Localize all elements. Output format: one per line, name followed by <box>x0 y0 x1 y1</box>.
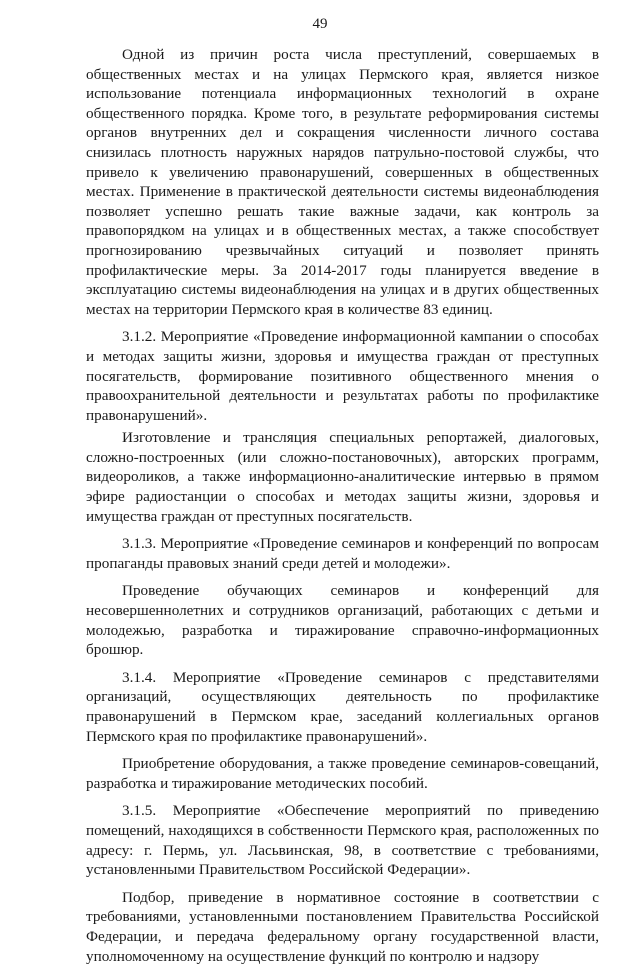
document-body <box>86 45 599 974</box>
paragraph-measure-3-1-4: 3.1.4. Мероприятие «Проведение семинаров с представителями организаций, осуществляющих деятельность по профилактике правонарушений в Пермском крае, заседаний коллегиальных органов Пермского края по профилактике правонарушений». <box>86 668 599 745</box>
paragraph-measure-3-1-2: 3.1.2. Мероприятие «Проведение информационной кампании о способах и методах защиты жизни, здоровья и имущества граждан от преступных посягательств, формирование позитивного общественного мнения о правоохранительной деятельности и результатах работы по профилактике правонарушений». <box>86 328 599 424</box>
paragraph-selection-transfer: Подбор, приведение в нормативное состояние в соответствии с требованиями, установленными постановлением Правительства Российской Федерации, и передача федеральному органу государственной власти, уполномоченному на осуществление функций по контролю и надзору <box>86 888 599 965</box>
paragraph-measure-3-1-3: 3.1.3. Мероприятие «Проведение семинаров и конференций по вопросам пропаганды правовых знаний среди детей и молодежи». <box>86 535 599 572</box>
paragraph-video-surveillance: Одной из причин роста числа преступлений, совершаемых в общественных местах и на улицах Пермского края, является низкое использование потенциала информационных технологий в охране общественного порядка. Кроме того, в результате реформирования системы органов внутренних дел и сокращения численности личного состава снизилась плотность наружных нарядов патрульно-постовой службы, что привело к увеличению правонарушений, совершенных в общественных местах. Применение в практической деятельности системы видеонаблюдения позволяет успешно решать такие важные задачи, как контроль за правопорядком на улицах и в общественных местах, а также способствует прогнозированию чрезвычайных ситуаций и позволяет принять профилактические меры. За 2014-2017 годы планируется введение в эксплуатацию системы видеонаблюдения на улицах и в других общественных местах на территории Пермского края в количестве 83 единиц. <box>86 46 599 318</box>
paragraph-training-seminars: Проведение обучающих семинаров и конференций для несовершеннолетних и сотрудников организаций, работающих с детьми и молодежью, разработка и тиражирование справочно-информационных брошюр. <box>86 582 599 659</box>
page-number: 49 <box>312 16 328 32</box>
paragraph-broadcast-programs: Изготовление и трансляция специальных репортажей, диалоговых, сложно-построенных (или сложно-постановочных), авторских программ, видеороликов, а также информационно-аналитические интервью в прямом эфире радиостанции о способах и методах защиты жизни, здоровья и имущества граждан от преступных посягательств. <box>86 429 599 525</box>
paragraph-measure-3-1-5: 3.1.5. Мероприятие «Обеспечение мероприятий по приведению помещений, находящихся в собственности Пермского края, расположенных по адресу: г. Пермь, ул. Ласьвинская, 98, в соответствие с требованиями, установленными Правительством Российской Федерации». <box>86 802 599 879</box>
paragraph-equipment-purchase: Приобретение оборудования, а также проведение семинаров-совещаний, разработка и тиражирование методических пособий. <box>86 755 599 792</box>
